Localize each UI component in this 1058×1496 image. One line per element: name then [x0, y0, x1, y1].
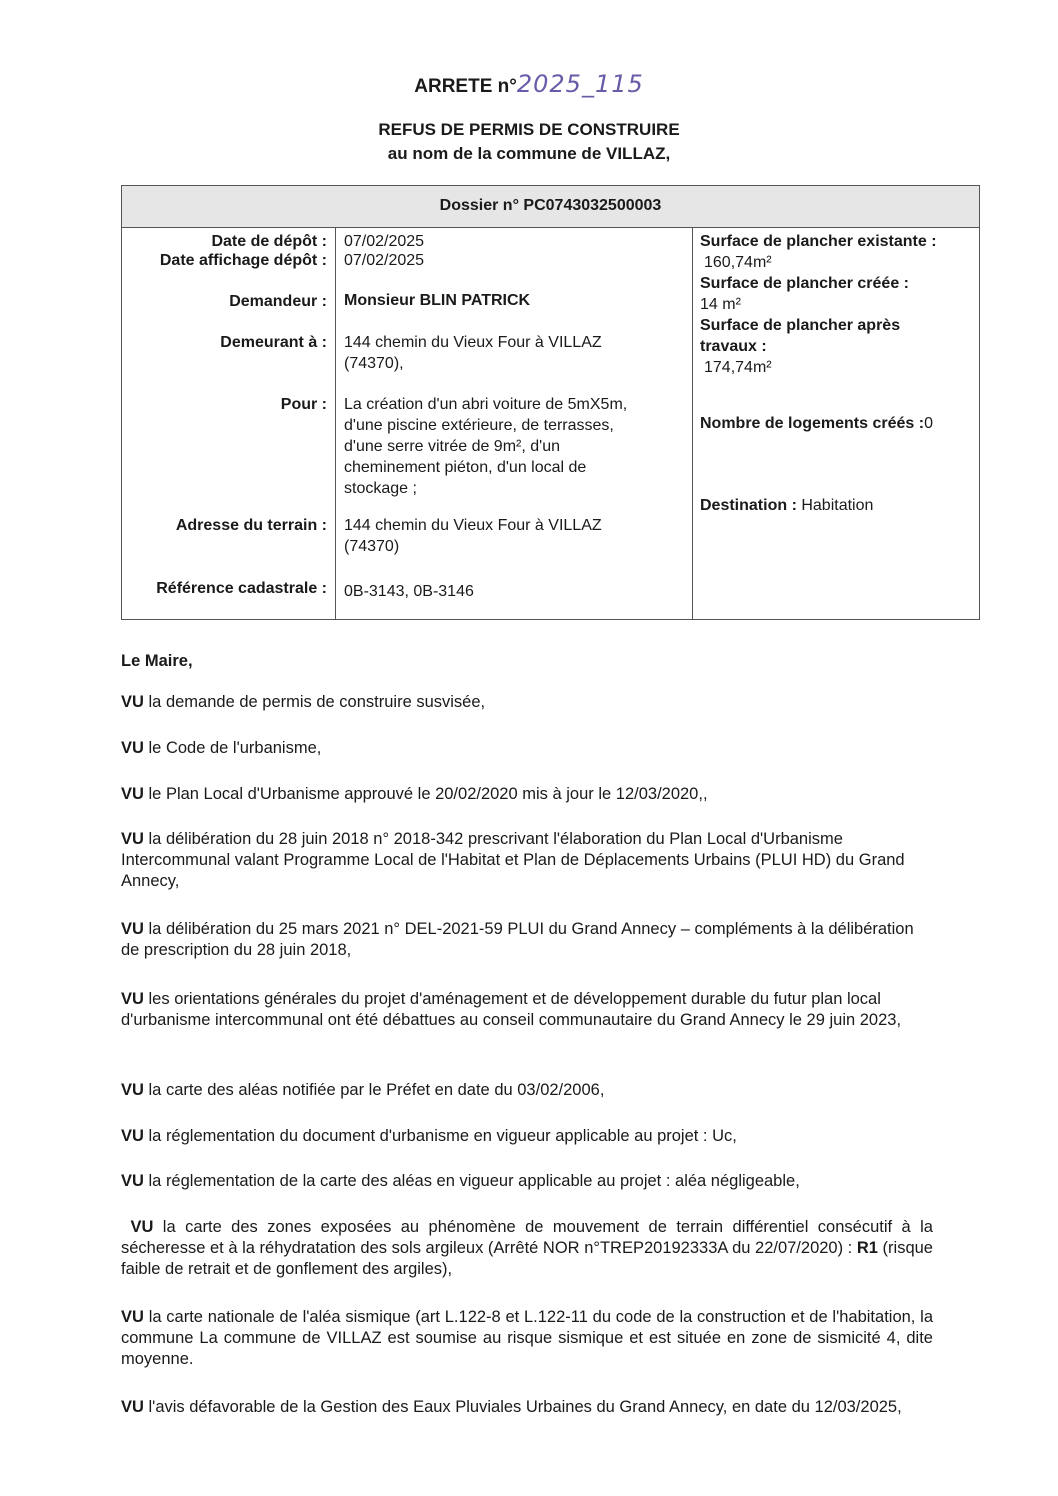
vu-text: la carte des aléas notifiée par le Préfet en date du 03/02/2006, — [148, 1081, 605, 1099]
demandeur-value: Monsieur BLIN PATRICK — [344, 292, 531, 309]
adresse-terrain-label: Adresse du terrain : — [175, 517, 327, 534]
vu-label: VU — [121, 920, 144, 938]
demandeur-label: Demandeur : — [229, 293, 327, 310]
vu-paragraph — [121, 989, 933, 1031]
vu-paragraph — [121, 1397, 933, 1418]
demeurant-line: (74370), — [344, 355, 404, 372]
logements-row — [700, 413, 975, 434]
date-affichage-label: Date affichage dépôt : — [159, 252, 327, 269]
vu-label: VU — [121, 1127, 144, 1145]
destination-value: Habitation — [801, 497, 874, 514]
vu-paragraph — [121, 1171, 933, 1192]
adresse-terrain-value — [344, 515, 684, 557]
adresse-line: (74370) — [344, 538, 400, 555]
date-depot-value: 07/02/2025 — [344, 233, 425, 250]
surface-existante-label: Surface de plancher existante : — [700, 233, 937, 250]
demeurant-label: Demeurant à : — [220, 334, 327, 351]
column-divider — [335, 227, 336, 619]
surface-existante-value: 160,74m² — [704, 254, 772, 271]
adresse-line: 144 chemin du Vieux Four à VILLAZ — [344, 517, 602, 534]
pour-line: cheminement piéton, d'un local de — [344, 459, 587, 476]
vu-text: le Code de l'urbanisme, — [148, 739, 322, 757]
arrete-prefix: ARRETE n° — [414, 76, 517, 97]
date-depot-label: Date de dépôt : — [211, 233, 327, 250]
vu-text: la carte des zones exposées au phénomène de mouvement de terrain différentiel consécutif à la sécheresse et à la réhydratation des sols argileux (Arrêté NOR n°TREP20192333A du 22/07/2020) : — [121, 1218, 933, 1257]
date-affichage-value: 07/02/2025 — [344, 252, 425, 269]
destination-row — [700, 495, 975, 516]
column-divider — [692, 227, 693, 619]
vu-label: VU — [121, 1081, 144, 1099]
vu-label: VU — [121, 1398, 144, 1416]
vu-text: les orientations générales du projet d'aménagement et de développement durable du futur plan local d'urbanisme intercommunal ont été débattues au conseil communautaire du Grand Annecy le 29 juin 2023, — [121, 990, 902, 1029]
pour-label: Pour : — [280, 396, 327, 413]
vu-label: VU — [121, 1172, 144, 1190]
vu-label: VU — [130, 1218, 154, 1236]
surface-apres-label: travaux : — [700, 338, 767, 355]
vu-text: l'avis défavorable de la Gestion des Eaux Pluviales Urbaines du Grand Annecy, en date du 12/03/2025, — [148, 1398, 902, 1416]
surface-creee-value: 14 m² — [700, 296, 741, 313]
demeurant-value — [344, 332, 684, 374]
logements-label: Nombre de logements créés : — [700, 415, 925, 432]
vu-paragraph — [121, 919, 933, 961]
vu-text: le Plan Local d'Urbanisme approuvé le 20/02/2020 mis à jour le 12/03/2020,, — [148, 785, 708, 803]
cadastre-label: Référence cadastrale : — [156, 580, 327, 597]
pour-value — [344, 394, 684, 499]
pour-line: La création d'un abri voiture de 5mX5m, — [344, 396, 628, 413]
vu-text: la carte nationale de l'aléa sismique (art L.122-8 et L.122-11 du code de la construction et de l'habitation, la commune La commune de VILLAZ est soumise au risque sismique et est située en zone de sismicité 4, dite moyenne. — [121, 1308, 933, 1368]
surfaces-block — [700, 231, 975, 378]
destination-label: Destination : — [700, 497, 797, 514]
surface-apres-label: Surface de plancher après — [700, 317, 901, 334]
pour-line: d'une serre vitrée de 9m², d'un — [344, 438, 560, 455]
vu-label: VU — [121, 785, 144, 803]
vu-paragraph — [121, 1080, 933, 1101]
vu-text: la demande de permis de construire susvisée, — [148, 693, 486, 711]
vu-label: VU — [121, 1308, 144, 1326]
surface-apres-value: 174,74m² — [704, 359, 772, 376]
vu-paragraph — [121, 692, 933, 713]
surface-creee-label: Surface de plancher créée : — [700, 275, 909, 292]
vu-label: VU — [121, 739, 144, 757]
vu-paragraph — [121, 1217, 933, 1280]
demeurant-line: 144 chemin du Vieux Four à VILLAZ — [344, 334, 602, 351]
vu-paragraph — [121, 829, 933, 892]
vu-paragraph — [121, 784, 933, 805]
handwritten-arrete-number: 2025_115 — [516, 70, 644, 98]
vu-paragraph — [121, 1307, 933, 1370]
cadastre-value: 0B-3143, 0B-3146 — [344, 583, 474, 600]
document-title: REFUS DE PERMIS DE CONSTRUIRE — [378, 120, 680, 139]
le-maire: Le Maire, — [121, 652, 193, 670]
vu-label: VU — [121, 990, 144, 1008]
vu-label: VU — [121, 693, 144, 711]
vu-paragraph — [121, 738, 933, 759]
vu-text: la délibération du 25 mars 2021 n° DEL-2021-59 PLUI du Grand Annecy – compléments à la délibération de prescription du 28 juin 2018, — [121, 920, 914, 959]
vu-text: (risque faible de retrait et de gonflement des argiles), — [121, 1239, 933, 1278]
document-subtitle: au nom de la commune de VILLAZ, — [387, 144, 671, 163]
zone-r1: R1 — [856, 1239, 878, 1257]
vu-text: la réglementation de la carte des aléas en vigueur applicable au projet : aléa négligeable, — [148, 1172, 800, 1190]
vu-label: VU — [121, 830, 144, 848]
dossier-table — [121, 185, 980, 620]
vu-paragraph — [121, 1126, 933, 1147]
pour-line: d'une piscine extérieure, de terrasses, — [344, 417, 614, 434]
vu-text: la réglementation du document d'urbanisme en vigueur applicable au projet : Uc, — [148, 1127, 737, 1145]
dossier-heading: Dossier n° PC0743032500003 — [122, 186, 979, 228]
arrete-number — [0, 70, 1058, 98]
pour-line: stockage ; — [344, 480, 417, 497]
vu-text: la délibération du 28 juin 2018 n° 2018-342 prescrivant l'élaboration du Plan Local d'Urbanisme Intercommunal valant Programme Local de l'Habitat et Plan de Déplacements Urbains (PLUI HD) du Grand Annecy, — [121, 830, 905, 890]
logements-value: 0 — [924, 415, 933, 432]
